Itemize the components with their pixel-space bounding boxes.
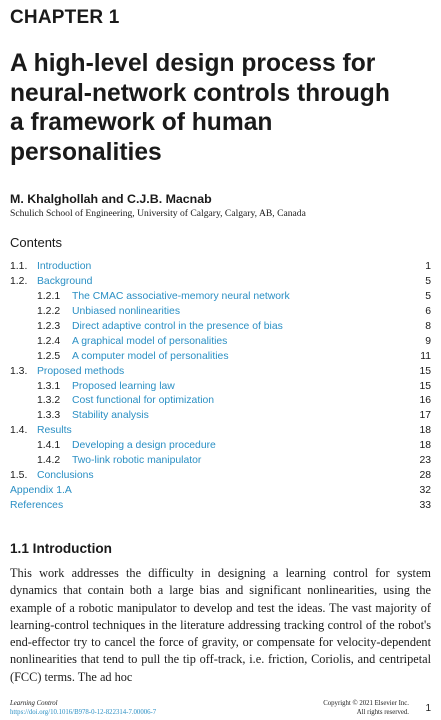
footer-copyright [323, 699, 409, 717]
contents-heading: Contents [10, 235, 63, 250]
toc-link[interactable]: The CMAC associative-memory neural network [72, 290, 290, 302]
toc-link[interactable]: Background [37, 275, 93, 287]
toc-entry[interactable] [10, 290, 431, 305]
title-line: neural-network controls through [10, 79, 390, 107]
table-of-contents [10, 260, 431, 514]
toc-number: 1.3.1 [37, 380, 61, 392]
toc-page: 17 [419, 410, 431, 422]
rights-line: All rights reserved. [356, 709, 409, 716]
toc-page: 15 [419, 365, 431, 377]
toc-link[interactable]: A graphical model of personalities [72, 335, 228, 347]
chapter-label: CHAPTER 1 [10, 7, 120, 28]
toc-page: 18 [419, 425, 431, 437]
title-line: a framework of human [10, 109, 273, 136]
toc-number: 1.3.3 [37, 410, 61, 422]
toc-entry[interactable] [10, 350, 431, 365]
affiliation: Schulich School of Engineering, University of Calgary, Calgary, AB, Canada [10, 208, 306, 219]
toc-number: 1.3. [10, 365, 28, 377]
toc-link[interactable]: Introduction [37, 261, 92, 272]
toc-entry[interactable] [10, 305, 431, 320]
copyright-line: Copyright © 2021 Elsevier Inc. [323, 700, 409, 707]
toc-entry[interactable] [10, 439, 431, 454]
toc-link[interactable]: Appendix 1.A [10, 485, 72, 497]
toc-link[interactable]: Unbiased nonlinearities [72, 305, 181, 317]
document-page [10, 0, 431, 720]
toc-entry[interactable] [10, 394, 431, 409]
body-paragraph: This work addresses the difficulty in designing a learning control for system dynamics that contain both a large bias and significant nonlinearities, using the example of a robotic manipulator to develop and test the ideas. The vast majority of learning-control techniques in the literature addressing tracking control of the robot's end-effector try to cancel the force of gravity, or compensate for velocity-dependent nonlinearities that tend to pull the tip off-track, i.e. friction, Coriolis, and centripetal (FCC) terms. The ad hoc [10, 566, 431, 684]
toc-number: 1.2.1 [37, 290, 61, 302]
authors: M. Khalghollah and C.J.B. Macnab [10, 192, 212, 206]
toc-number: 1.2.2 [37, 305, 61, 317]
toc-page: 18 [419, 440, 431, 452]
toc-entry[interactable] [10, 424, 431, 439]
toc-number: 1.2.5 [37, 350, 61, 362]
toc-entry[interactable] [10, 409, 431, 424]
toc-link[interactable]: Stability analysis [72, 410, 149, 422]
toc-entry[interactable] [10, 469, 431, 484]
page-number: 1 [425, 703, 431, 714]
toc-page: 32 [419, 485, 431, 497]
toc-page: 33 [419, 500, 431, 511]
toc-number: 1.2.3 [37, 320, 61, 332]
toc-link[interactable]: A computer model of personalities [72, 350, 229, 362]
title-line: A high-level design process for [10, 50, 376, 77]
toc-link[interactable]: Proposed learning law [72, 380, 175, 392]
toc-link[interactable]: Proposed methods [37, 365, 125, 377]
footer-citation [10, 699, 156, 717]
toc-link[interactable]: Conclusions [37, 470, 94, 482]
toc-page: 16 [419, 395, 431, 407]
toc-entry[interactable] [10, 380, 431, 395]
title-line: personalities [10, 138, 162, 166]
footer-journal: Learning Control [10, 700, 58, 707]
toc-link[interactable]: Direct adaptive control in the presence of bias [72, 320, 283, 332]
toc-number: 1.1. [10, 261, 28, 272]
toc-number: 1.5. [10, 470, 28, 482]
toc-page: 1 [425, 261, 431, 272]
toc-page: 28 [419, 470, 431, 482]
toc-page: 5 [425, 275, 431, 287]
toc-number: 1.4.1 [37, 440, 61, 452]
toc-number: 1.2.4 [37, 335, 61, 347]
toc-link[interactable]: References [10, 500, 64, 511]
toc-link[interactable]: Results [37, 425, 72, 437]
toc-number: 1.2. [10, 275, 28, 287]
toc-entry[interactable] [10, 335, 431, 350]
toc-link[interactable]: Two-link robotic manipulator [72, 455, 202, 467]
section-heading: 1.1 Introduction [10, 541, 112, 556]
toc-number: 1.4. [10, 425, 28, 437]
toc-entry[interactable] [10, 320, 431, 335]
toc-page: 15 [419, 380, 431, 392]
footer-doi-link[interactable]: https://doi.org/10.1016/B978-0-12-822314-7.00006-7 [10, 709, 157, 716]
toc-link[interactable]: Developing a design procedure [72, 440, 216, 452]
toc-link[interactable]: Cost functional for optimization [72, 395, 215, 407]
toc-entry[interactable] [10, 260, 431, 275]
toc-page: 8 [425, 320, 431, 332]
toc-number: 1.4.2 [37, 455, 61, 467]
toc-entry[interactable] [10, 499, 431, 514]
toc-page: 9 [425, 335, 431, 347]
toc-entry[interactable] [10, 454, 431, 469]
toc-entry[interactable] [10, 275, 431, 290]
toc-page: 23 [419, 455, 431, 467]
toc-page: 6 [425, 305, 431, 317]
chapter-title [10, 49, 431, 167]
toc-number: 1.3.2 [37, 395, 61, 407]
toc-page: 11 [420, 350, 431, 362]
toc-entry[interactable] [10, 484, 431, 499]
toc-entry[interactable] [10, 365, 431, 380]
toc-page: 5 [425, 290, 431, 302]
